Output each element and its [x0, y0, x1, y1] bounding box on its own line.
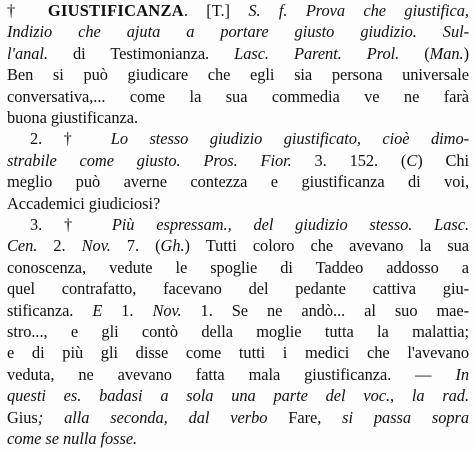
entry-line [7, 64, 469, 86]
entry-line [7, 171, 469, 193]
text-run: stro..., e gli contò della moglie tutta la malattia; [7, 322, 469, 341]
text-run: buona giustificanza. [7, 108, 138, 127]
text-run: Ben si può giudicare che egli sia persona universale [7, 65, 469, 85]
entry-line [7, 300, 469, 322]
entry-line [7, 43, 469, 65]
text-run: 1. [102, 300, 153, 320]
entry-line [7, 86, 469, 108]
italic-text: S. f. Prova che giustifica, [248, 1, 469, 20]
text-run: 1. Se ne andò... al suo mae- [181, 300, 470, 320]
text-run: ) Chi [417, 150, 469, 170]
text-run: veduta, ne avevano fatta mala giustificanza. — [7, 364, 456, 384]
text-run: e di più gli disse come tutti i medici che l'avevano [7, 343, 469, 363]
text-run: 3. 152. ( [291, 150, 407, 170]
italic-text: Più espressam., del giudizio stesso. Lasc. [111, 215, 469, 234]
italic-text: strabile come giusto. Pros. Fior. [7, 150, 292, 170]
italic-text: Gh. [160, 236, 185, 256]
entry-line [7, 428, 469, 450]
italic-text: In [455, 364, 469, 384]
italic-text: E [92, 300, 103, 320]
italic-text: Cen. [7, 236, 38, 256]
text-run: 2. † [30, 129, 111, 149]
entry-line [7, 21, 469, 43]
entry-line [7, 278, 469, 300]
text-run: quel contrafatto, facevano del pedante cattiva giu- [7, 279, 469, 299]
italic-text: Lo stesso giudizio giustificato, cioè dimo- [110, 129, 469, 149]
entry-line [7, 235, 469, 257]
text-run: ( [399, 43, 430, 63]
entry-line [7, 407, 469, 429]
text-run: conoscenza, vedute le spoglie di Taddeo addosso a [7, 257, 469, 277]
italic-text: questi es. badasi a sola una parte del voc., la rad. [7, 386, 469, 406]
text-run: 3. † [30, 215, 112, 234]
text-run: 7. ( [110, 236, 161, 256]
entry-line [7, 321, 469, 343]
entry-line [7, 107, 469, 129]
italic-text: C [406, 150, 418, 170]
entry-line [7, 193, 469, 215]
text-run: ) Tutti coloro che avevano la sua [184, 236, 469, 256]
text-run: stificanza. [7, 300, 93, 320]
entry-line [7, 0, 469, 22]
italic-text: ; alla seconda, dal verbo [37, 407, 268, 427]
text-run: meglio può averne contezza e giustificanza di voi, [7, 172, 469, 192]
italic-text: Nov. [81, 236, 111, 256]
text-run: Gius [7, 407, 38, 427]
text-run: Fare [267, 407, 318, 427]
italic-text: Lasc. Parent. Prol. [234, 43, 400, 63]
italic-text: Indizio che ajuta a portare giusto giudizio. Sul- [7, 22, 469, 42]
text-run: conversativa,... come la sua commedia ve ne farà [7, 86, 469, 106]
italic-text: , si passa sopra [317, 407, 470, 427]
entry-line [7, 150, 469, 172]
entry-line [7, 342, 469, 364]
italic-text: Nov. [152, 300, 182, 320]
entry-line [7, 385, 469, 407]
entry-line [7, 257, 469, 279]
text-run: 2. [37, 236, 82, 256]
text-run: Accademici giudiciosi? [7, 193, 161, 213]
text-run: . [T.] [183, 1, 249, 20]
entry-line [30, 128, 469, 150]
entry-line [30, 214, 469, 236]
entry-line [7, 364, 469, 386]
text-run: † [7, 1, 48, 20]
text-run: ) [463, 43, 469, 63]
italic-text: Man. [429, 43, 464, 63]
italic-text: come se nulla fosse. [7, 429, 138, 448]
text-run: di Testimonianza. [47, 43, 235, 63]
headword: GIUSTIFICANZA [47, 1, 184, 20]
italic-text: l'anal. [7, 43, 48, 63]
